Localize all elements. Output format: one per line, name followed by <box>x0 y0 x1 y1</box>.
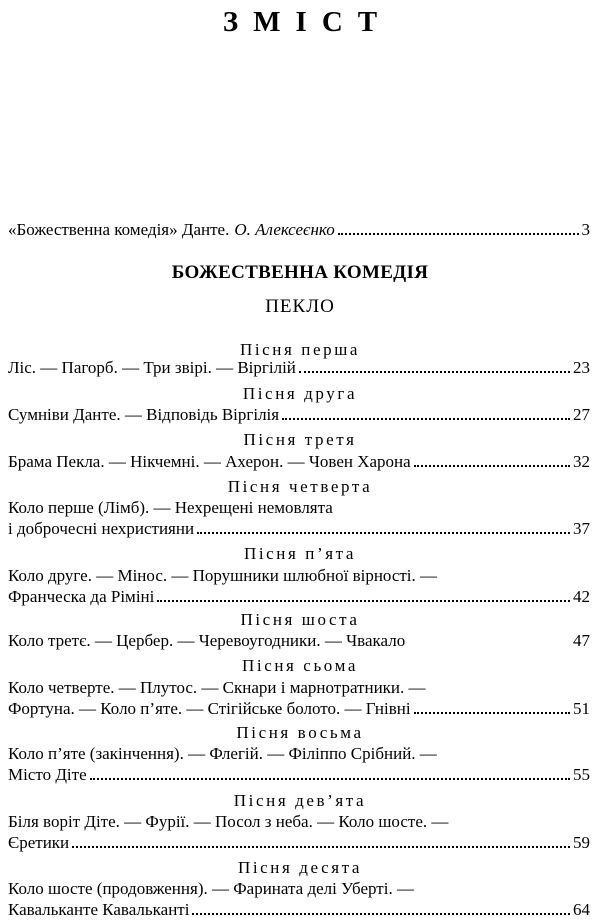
page-number: 51 <box>573 699 590 718</box>
page-title: ЗМІСТ <box>222 6 393 38</box>
toc-entry-line[interactable]: Коло друге. — Мінос. — Порушники шлюбної вірності. — <box>8 566 438 585</box>
toc-entry[interactable] <box>8 586 590 607</box>
entry-text: Коло третє. — Цербер. — Черевоугодники. — Чвакало <box>8 631 406 650</box>
entry-text: Франческа да Ріміні <box>8 587 155 606</box>
entry-text: Єретики <box>8 833 70 852</box>
page-number: 27 <box>573 405 590 424</box>
entry-text: Сумніви Данте. — Відповідь Віргілія <box>8 405 280 424</box>
intro-author: О. Алексеєнко <box>234 220 335 239</box>
dot-leader <box>157 600 570 602</box>
canto-title: Пісня шоста <box>240 610 360 629</box>
book-title: БОЖЕСТВЕННА КОМЕДІЯ <box>171 262 429 283</box>
entry-text <box>8 219 335 240</box>
toc-entry[interactable] <box>8 764 590 785</box>
entry-text: Фортуна. — Коло п’яте. — Стігійське болото. — Гнівні <box>8 699 411 718</box>
dot-leader <box>197 532 570 534</box>
page-number: 55 <box>573 765 590 784</box>
toc-entry[interactable] <box>8 518 590 539</box>
dot-leader <box>414 712 570 714</box>
canto-title: Пісня десята <box>237 858 363 877</box>
toc-entry-line[interactable]: Коло четверте. — Плутос. — Скнари і марнотратники. — <box>8 678 426 697</box>
toc-entry[interactable] <box>8 899 590 920</box>
toc-entry-line[interactable]: Коло п’яте (закінчення). — Флегій. — Філіппо Срібний. — <box>8 744 437 763</box>
entry-text: і доброчесні нехристияни <box>8 519 195 538</box>
canto-title: Пісня п’ята <box>243 544 357 563</box>
entry-text: Брама Пекла. — Нікчемні. — Ахерон. — Човен Харона <box>8 452 411 471</box>
toc-entry-line[interactable]: Коло шосте (продовження). — Фарината делі Уберті. — <box>8 879 414 898</box>
toc-entry[interactable] <box>8 357 590 378</box>
dot-leader <box>90 778 570 780</box>
toc-entry[interactable] <box>8 832 590 853</box>
page-number: 23 <box>573 358 590 377</box>
dot-leader <box>414 465 570 467</box>
canto-title: Пісня дев’ята <box>233 791 367 810</box>
dot-leader <box>408 644 570 646</box>
canto-title: Пісня восьма <box>236 723 364 742</box>
entry-text: Місто Діте <box>8 765 87 784</box>
intro-text: «Божественна комедія» Данте. <box>8 220 230 239</box>
toc-entry-intro[interactable] <box>8 219 590 240</box>
canto-title: Пісня сьома <box>242 656 358 675</box>
part-title: ПЕКЛО <box>265 296 335 317</box>
page-number: 47 <box>573 631 590 650</box>
dot-leader <box>282 418 570 420</box>
page-number: 37 <box>573 519 590 538</box>
canto-title: Пісня четверта <box>227 477 373 496</box>
entry-text: Ліс. — Пагорб. — Три звірі. — Віргілій <box>8 358 296 377</box>
toc-entry[interactable] <box>8 451 590 472</box>
dot-leader <box>299 371 570 373</box>
page-number: 32 <box>573 452 590 471</box>
page-number: 3 <box>581 220 590 239</box>
entry-text: Кавальканте Кавальканті <box>8 900 190 919</box>
page-number: 42 <box>573 587 590 606</box>
dot-leader <box>72 846 570 848</box>
canto-title: Пісня перша <box>239 340 361 359</box>
dot-leader <box>192 913 570 915</box>
toc-entry[interactable] <box>8 630 590 651</box>
canto-title: Пісня третя <box>243 430 357 449</box>
page-number: 64 <box>573 900 590 919</box>
toc-entry[interactable] <box>8 698 590 719</box>
toc-entry-line[interactable]: Коло перше (Лімб). — Нехрещені немовлята <box>8 498 333 517</box>
toc-entry[interactable] <box>8 404 590 425</box>
canto-title: Пісня друга <box>242 384 358 403</box>
dot-leader <box>338 233 579 235</box>
toc-entry-line[interactable]: Біля воріт Діте. — Фурії. — Посол з неба. — Коло шосте. — <box>8 812 449 831</box>
page-number: 59 <box>573 833 590 852</box>
